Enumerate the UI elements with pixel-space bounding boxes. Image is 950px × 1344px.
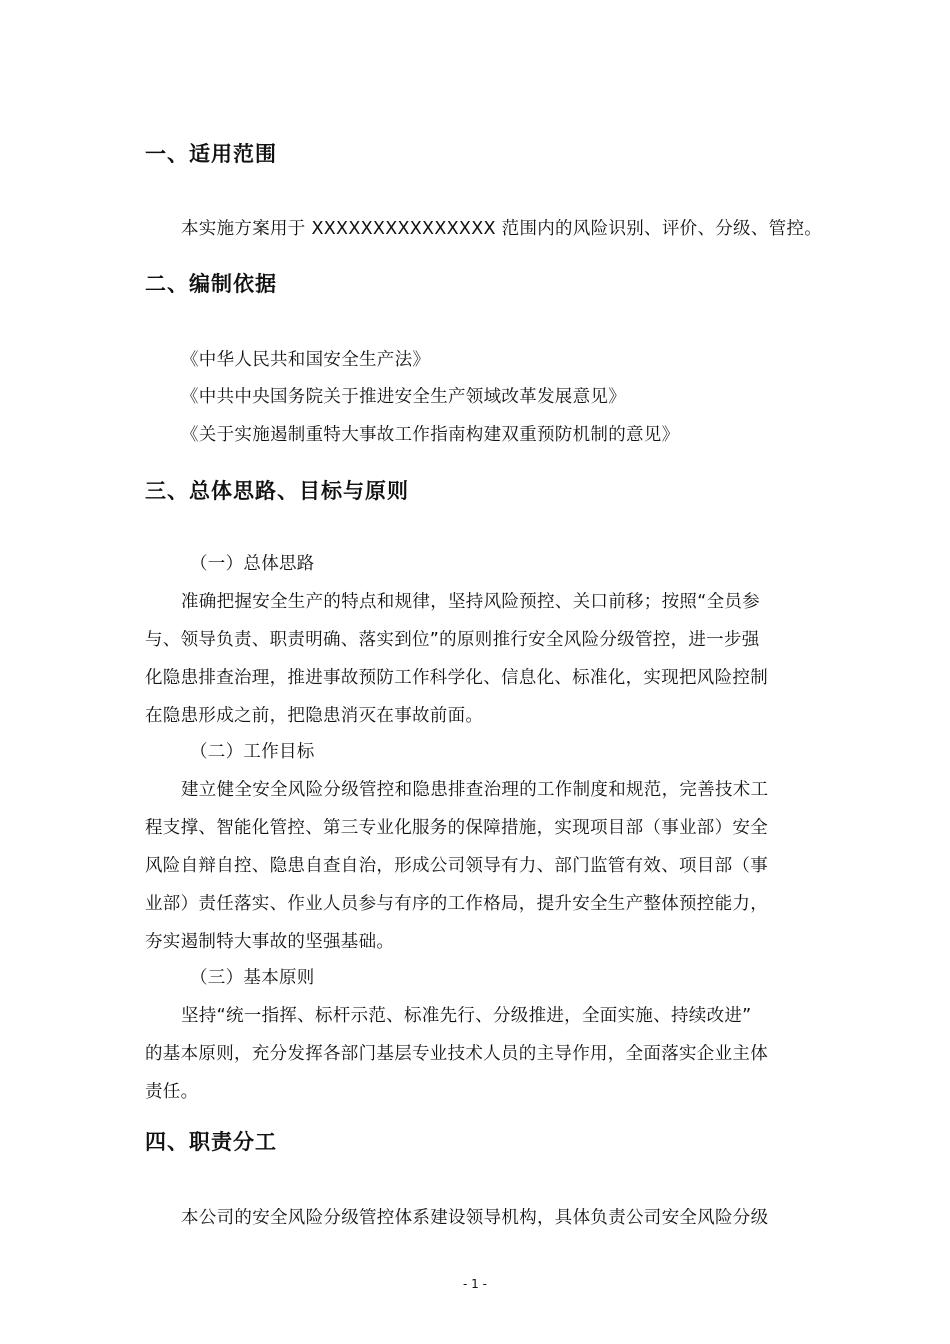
body-line: 与、领导负责、职责明确、落实到位”的原则推行安全风险分级管控，进一步强 <box>145 630 760 650</box>
body-line: 建立健全安全风险分级管控和隐患排查治理的工作制度和规范，完善技术工 <box>181 780 769 800</box>
section-heading-responsibilities: 四、职责分工 <box>145 1130 277 1154</box>
body-line: 风险自辩自控、隐患自查自治，形成公司领导有力、部门监管有效、项目部（事 <box>145 856 768 876</box>
body-line: 在隐患形成之前，把隐患消灭在事故前面。 <box>145 706 484 726</box>
responsibilities-paragraph: 本公司的安全风险分级管控体系建设领导机构，具体负责公司安全风险分级 <box>181 1208 769 1228</box>
body-line: 责任。 <box>145 1082 199 1102</box>
section-heading-approach: 三、总体思路、目标与原则 <box>145 479 409 503</box>
body-line: 业部）责任落实、作业人员参与有序的工作格局，提升安全生产整体预控能力， <box>145 894 768 914</box>
scope-paragraph: 本实施方案用于 XXXXXXXXXXXXXXX 范围内的风险识别、评价、分级、管控。 <box>181 219 823 239</box>
body-line: 准确把握安全生产的特点和规律，坚持风险预控、关口前移；按照“全员参 <box>181 592 760 612</box>
subsection-title: （三）基本原则 <box>190 968 315 988</box>
section-heading-scope: 一、适用范围 <box>145 142 277 166</box>
body-line: 化隐患排查治理，推进事故预防工作科学化、信息化、标准化，实现把风险控制 <box>145 668 768 688</box>
subsection-title: （二）工作目标 <box>190 742 315 762</box>
body-line: 坚持“统一指挥、标杆示范、标准先行、分级推进，全面实施、持续改进” <box>181 1006 752 1026</box>
page-number: - 1 - <box>463 1277 487 1291</box>
subsection-title: （一）总体思路 <box>190 554 315 574</box>
reference-item: 《中共中央国务院关于推进安全生产领域改革发展意见》 <box>181 387 626 407</box>
body-line: 的基本原则，充分发挥各部门基层专业技术人员的主导作用，全面落实企业主体 <box>145 1044 768 1064</box>
body-line: 夯实遏制特大事故的坚强基础。 <box>145 932 395 952</box>
reference-item: 《中华人民共和国安全生产法》 <box>181 350 431 370</box>
body-line: 程支撑、智能化管控、第三专业化服务的保障措施，实现项目部（事业部）安全 <box>145 818 768 838</box>
reference-item: 《关于实施遏制重特大事故工作指南构建双重预防机制的意见》 <box>181 425 680 445</box>
section-heading-basis: 二、编制依据 <box>145 272 277 296</box>
